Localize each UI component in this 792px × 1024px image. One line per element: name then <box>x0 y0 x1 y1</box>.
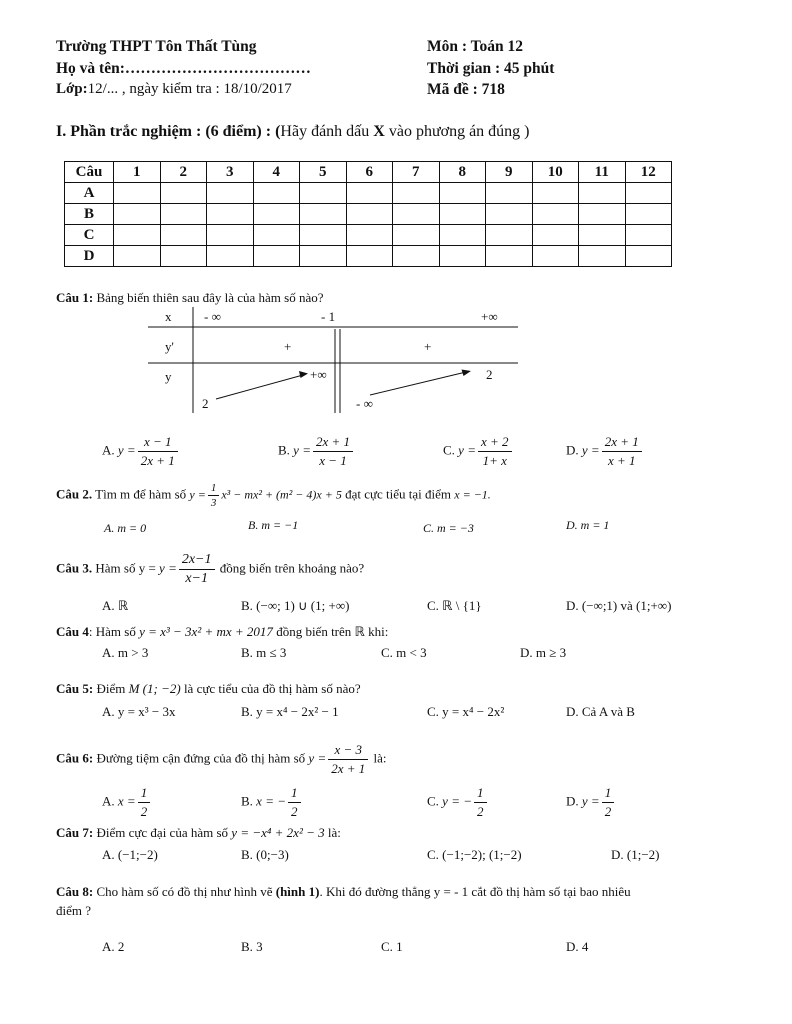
answer-cell[interactable] <box>114 225 161 246</box>
opt-fraction <box>288 785 301 820</box>
q1-option-d[interactable] <box>566 434 644 469</box>
q2-option-c[interactable]: C. m = −3 <box>423 521 474 535</box>
q6-function-lhs: y = <box>308 750 327 766</box>
vt-pos-inf: +∞ <box>481 309 498 324</box>
opt-lhs: y = − <box>442 793 472 809</box>
exam-duration: Thời gian : 45 phút <box>427 60 555 77</box>
col-6: 6 <box>346 162 393 183</box>
opt-key: C. <box>427 793 439 809</box>
vt-x-label: x <box>165 309 172 324</box>
frac-num: x + 2 <box>478 434 512 452</box>
answer-row-c <box>65 225 672 246</box>
q5-body-b: là cực tiểu của đồ thị hàm số nào? <box>180 681 361 696</box>
q5-option-a[interactable]: A. y = x³ − 3x <box>102 704 176 719</box>
subject: Môn : Toán 12 <box>427 38 524 55</box>
col-5: 5 <box>300 162 347 183</box>
frac-den: 2 <box>477 804 484 819</box>
frac-num: 1 <box>474 785 487 803</box>
q2-point: x = −1. <box>454 487 491 502</box>
col-10: 10 <box>532 162 579 183</box>
q8-body-a: Cho hàm số có đồ thị như hình vẽ <box>93 884 276 899</box>
q8-option-a[interactable]: A. 2 <box>102 939 125 954</box>
answer-cell[interactable] <box>579 183 626 204</box>
answer-cell[interactable] <box>160 225 207 246</box>
answer-cell[interactable] <box>625 183 672 204</box>
answer-cell[interactable] <box>253 246 300 267</box>
section-title <box>56 123 530 141</box>
q7-option-a[interactable]: A. (−1;−2) <box>102 847 158 862</box>
opt-key: B. <box>241 793 253 809</box>
opt-key: A. <box>102 793 115 809</box>
frac-den: 2x + 1 <box>331 761 366 776</box>
q6-label: Câu 6: <box>56 750 94 766</box>
q4-label: Câu 4 <box>56 624 89 639</box>
answer-cell[interactable] <box>625 204 672 225</box>
q7-option-b[interactable]: B. (0;−3) <box>241 847 289 862</box>
frac-num: x − 1 <box>138 434 178 452</box>
col-2: 2 <box>160 162 207 183</box>
answer-cell[interactable] <box>253 225 300 246</box>
q2-option-d[interactable]: D. m = 1 <box>566 518 610 532</box>
col-11: 11 <box>579 162 626 183</box>
opt-fraction <box>474 785 487 820</box>
answer-cell[interactable] <box>300 225 347 246</box>
q4-option-d[interactable]: D. m ≥ 3 <box>520 645 567 660</box>
frac-den: 2 <box>604 804 612 819</box>
opt-fraction <box>313 434 353 469</box>
instruction-x: X <box>373 123 385 140</box>
q2-option-b[interactable]: B. m = −1 <box>248 518 299 532</box>
answer-cell[interactable] <box>207 183 254 204</box>
answer-cell[interactable] <box>579 225 626 246</box>
answer-cell[interactable] <box>114 204 161 225</box>
answer-cell[interactable] <box>160 246 207 267</box>
vt-arrowhead-2 <box>462 370 472 377</box>
opt-lhs: y = <box>581 793 600 809</box>
frac-num: 1 <box>138 785 151 803</box>
frac-den: 3 <box>210 497 217 509</box>
q1-option-a[interactable] <box>102 434 180 469</box>
q3-option-a[interactable]: A. ℝ <box>102 598 129 613</box>
answer-grid <box>64 161 672 267</box>
class-label: Lớp: <box>56 81 88 97</box>
answer-cell[interactable] <box>160 204 207 225</box>
opt-key: D. <box>566 442 579 458</box>
q6-option-c[interactable] <box>427 785 489 820</box>
q3-option-d[interactable]: D. (−∞;1) và (1;+∞) <box>566 598 672 613</box>
q3-body-a: Hàm số y = <box>92 560 160 576</box>
answer-row-d <box>65 246 672 267</box>
frac-den: 2x + 1 <box>140 453 175 468</box>
q8-text <box>56 884 631 900</box>
opt-lhs: x = <box>117 793 136 809</box>
q7-body-a: Điểm cực đại của hàm số <box>93 825 232 840</box>
vt-right-two: 2 <box>486 367 493 382</box>
answer-cell[interactable] <box>532 204 579 225</box>
answer-cell[interactable] <box>532 246 579 267</box>
q2-function-lhs: y = <box>189 487 206 502</box>
answer-cell[interactable] <box>393 225 440 246</box>
opt-fraction <box>138 434 178 469</box>
opt-key: C. <box>443 442 455 458</box>
opt-lhs: y = <box>293 442 311 458</box>
q2-function-frac <box>208 482 220 509</box>
answer-cell[interactable] <box>393 183 440 204</box>
frac-num: 2x + 1 <box>602 434 642 452</box>
answer-cell[interactable] <box>532 225 579 246</box>
row-label: B <box>65 204 114 225</box>
vt-y-label: y <box>165 369 172 384</box>
vt-minus-one: - 1 <box>321 309 336 324</box>
vt-arrow-right <box>370 372 466 395</box>
q4-body-b: đồng biến trên ℝ khi: <box>272 624 389 639</box>
answer-cell[interactable] <box>346 204 393 225</box>
answer-cell[interactable] <box>486 204 533 225</box>
school-name: Trường THPT Tôn Thất Tùng <box>56 38 257 55</box>
variation-table <box>148 305 520 415</box>
vt-yprime-label: y' <box>165 339 174 354</box>
q3-option-c[interactable]: C. ℝ \ {1} <box>427 598 482 613</box>
q6-body-b: là: <box>370 750 387 766</box>
opt-fraction <box>602 785 615 820</box>
q1-text <box>56 290 324 306</box>
q8-text-cont: điểm ? <box>56 903 92 918</box>
answer-cell[interactable] <box>300 183 347 204</box>
q4-option-c[interactable]: C. m < 3 <box>381 645 427 660</box>
class-rest: 12/... , ngày kiểm tra : 18/10/2017 <box>87 81 292 97</box>
answer-cell[interactable] <box>253 204 300 225</box>
vt-plus-left: + <box>284 339 292 354</box>
section-title-bold: I. Phần trắc nghiệm : (6 điểm) : ( <box>56 123 281 140</box>
opt-key: B. <box>278 442 290 458</box>
frac-den: x−1 <box>185 571 209 586</box>
answer-cell[interactable] <box>532 183 579 204</box>
q3-function-frac <box>179 552 215 587</box>
q6-text <box>56 742 387 777</box>
answer-cell[interactable] <box>300 246 347 267</box>
class-date-line <box>56 81 292 98</box>
vt-down-inf: - ∞ <box>356 396 373 411</box>
col-7: 7 <box>393 162 440 183</box>
q8-label: Câu 8: <box>56 884 94 899</box>
q1-option-b[interactable] <box>278 434 355 469</box>
answer-cell[interactable] <box>439 225 486 246</box>
q3-text <box>56 552 364 587</box>
instruction-a: Hãy đánh dấu <box>280 123 374 140</box>
student-name-line: Họ và tên:……………………………… <box>56 60 311 77</box>
q2-body-a: Tìm m để hàm số <box>92 486 190 502</box>
answer-cell[interactable] <box>346 246 393 267</box>
opt-fraction <box>478 434 512 469</box>
answer-cell[interactable] <box>625 246 672 267</box>
q8-option-b[interactable]: B. 3 <box>241 939 263 954</box>
instruction-b: vào phương án đúng ) <box>384 123 530 140</box>
exam-code: Mã đề : 718 <box>427 81 505 98</box>
answer-row-b <box>65 204 672 225</box>
q8-option-d[interactable]: D. 4 <box>566 939 589 954</box>
frac-den: 1+ x <box>482 453 507 468</box>
row-label: D <box>65 246 114 267</box>
answer-cell[interactable] <box>346 183 393 204</box>
q8-body-b: . Khi đó đường thẳng y = - 1 cắt đồ thị hàm số tại bao nhiêu <box>319 884 631 899</box>
col-9: 9 <box>486 162 533 183</box>
col-1: 1 <box>114 162 161 183</box>
q7-option-d[interactable]: D. (1;−2) <box>611 847 660 862</box>
vt-left-two: 2 <box>202 396 209 411</box>
answer-grid-cau: Câu <box>65 162 114 183</box>
q3-body-b: đồng biến trên khoảng nào? <box>216 560 365 576</box>
opt-lhs: x = − <box>256 793 286 809</box>
q3-function-lhs: y = <box>159 560 177 576</box>
q2-label: Câu 2. <box>56 486 93 502</box>
answer-cell[interactable] <box>253 183 300 204</box>
q4-text <box>56 624 388 640</box>
frac-num: x − 3 <box>328 742 368 760</box>
q6-option-d[interactable] <box>566 785 616 820</box>
q5-point: M (1; −2) <box>128 681 181 696</box>
q3-option-b[interactable]: B. (−∞; 1) ∪ (1; +∞) <box>241 598 350 613</box>
q7-label: Câu 7: <box>56 825 94 840</box>
answer-cell[interactable] <box>114 246 161 267</box>
q1-label: Câu 1: <box>56 290 94 305</box>
answer-cell[interactable] <box>579 246 626 267</box>
opt-key: A. <box>102 442 115 458</box>
answer-cell[interactable] <box>346 225 393 246</box>
q7-text <box>56 825 341 841</box>
answer-cell[interactable] <box>300 204 347 225</box>
frac-num: 1 <box>602 785 615 803</box>
q6-function-frac <box>328 742 368 777</box>
q8-figure-ref: (hình 1) <box>275 884 320 899</box>
frac-den: 2 <box>140 804 148 819</box>
q6-option-b[interactable] <box>241 785 303 820</box>
q5-body-a: Điểm <box>93 681 129 696</box>
opt-fraction <box>138 785 151 820</box>
q2-body-b: đạt cực tiểu tại điểm <box>341 486 455 502</box>
opt-fraction <box>602 434 642 469</box>
vt-up-inf: +∞ <box>310 367 327 382</box>
answer-cell[interactable] <box>486 246 533 267</box>
q4-option-a[interactable]: A. m > 3 <box>102 645 149 660</box>
answer-cell[interactable] <box>160 183 207 204</box>
q5-text <box>56 681 361 697</box>
q4-body-a: : Hàm số <box>88 624 140 639</box>
opt-lhs: y = <box>458 442 476 458</box>
answer-cell[interactable] <box>207 204 254 225</box>
frac-num: 1 <box>208 482 220 496</box>
answer-cell[interactable] <box>393 204 440 225</box>
answer-cell[interactable] <box>439 204 486 225</box>
answer-cell[interactable] <box>486 183 533 204</box>
frac-num: 2x + 1 <box>313 434 353 452</box>
q6-option-a[interactable] <box>102 785 152 820</box>
answer-grid-header <box>65 162 672 183</box>
q7-option-c[interactable]: C. (−1;−2); (1;−2) <box>427 847 522 862</box>
answer-cell[interactable] <box>625 225 672 246</box>
answer-cell[interactable] <box>207 225 254 246</box>
vt-plus-right: + <box>424 339 432 354</box>
col-12: 12 <box>625 162 672 183</box>
row-label: A <box>65 183 114 204</box>
opt-key: D. <box>566 793 579 809</box>
col-8: 8 <box>439 162 486 183</box>
frac-den: x + 1 <box>607 453 636 468</box>
col-4: 4 <box>253 162 300 183</box>
q8-option-c[interactable]: C. 1 <box>381 939 403 954</box>
opt-lhs: y = <box>581 442 600 458</box>
q7-function: y = −x⁴ + 2x² − 3 <box>231 825 325 840</box>
frac-den: x − 1 <box>319 453 347 468</box>
q5-label: Câu 5: <box>56 681 94 696</box>
q2-option-a[interactable]: A. m = 0 <box>104 521 147 535</box>
vt-arrow-up <box>216 375 303 399</box>
q5-option-b[interactable]: B. y = x⁴ − 2x² − 1 <box>241 704 339 719</box>
opt-lhs: y = <box>117 442 136 458</box>
answer-cell[interactable] <box>486 225 533 246</box>
q5-option-c[interactable]: C. y = x⁴ − 2x² <box>427 704 505 719</box>
answer-cell[interactable] <box>114 183 161 204</box>
answer-cell[interactable] <box>439 246 486 267</box>
q5-option-d[interactable]: D. Cả A và B <box>566 704 635 719</box>
q7-body-b: là: <box>324 825 341 840</box>
q4-function: y = x³ − 3x² + mx + 2017 <box>139 624 273 639</box>
q4-option-b[interactable]: B. m ≤ 3 <box>241 645 287 660</box>
q6-body-a: Đường tiệm cận đứng của đồ thị hàm số <box>93 750 309 766</box>
q1-option-c[interactable] <box>443 434 514 469</box>
answer-cell[interactable] <box>439 183 486 204</box>
q3-label: Câu 3. <box>56 560 93 576</box>
answer-row-a <box>65 183 672 204</box>
vt-arrowhead-1 <box>299 371 308 378</box>
vt-neg-inf: - ∞ <box>204 309 221 324</box>
answer-cell[interactable] <box>579 204 626 225</box>
answer-cell[interactable] <box>207 246 254 267</box>
q2-text <box>56 482 491 509</box>
q2-function-rest: x³ − mx² + (m² − 4)x + 5 <box>221 487 342 502</box>
frac-num: 1 <box>288 785 301 803</box>
frac-num: 2x−1 <box>179 552 215 570</box>
frac-den: 2 <box>291 804 298 819</box>
col-3: 3 <box>207 162 254 183</box>
answer-cell[interactable] <box>393 246 440 267</box>
q1-body: Bảng biến thiên sau đây là của hàm số nào? <box>93 290 324 305</box>
row-label: C <box>65 225 114 246</box>
